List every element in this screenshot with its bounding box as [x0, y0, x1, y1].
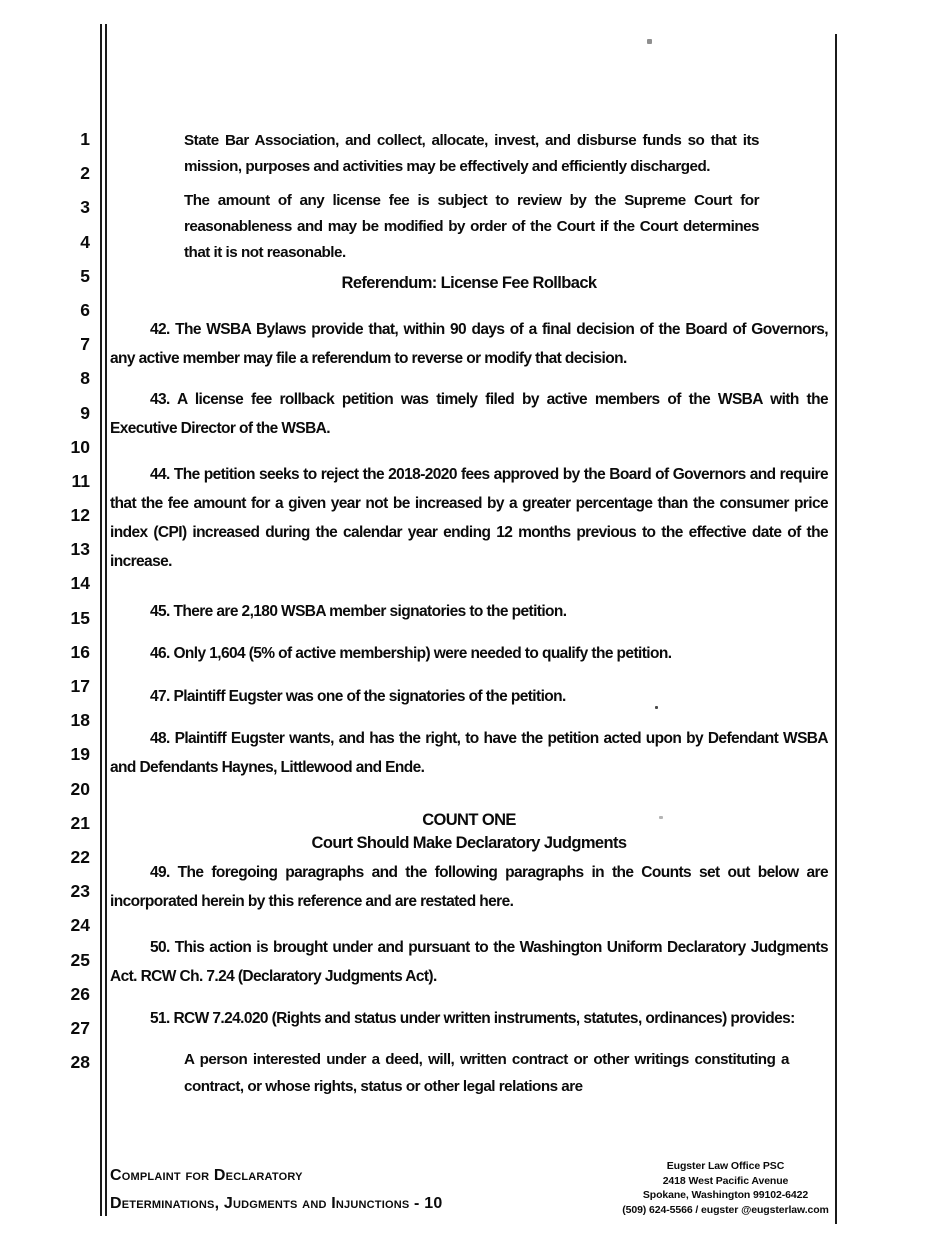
line-number: 25 — [70, 949, 90, 970]
line-number: 14 — [70, 573, 90, 594]
line-number: 23 — [70, 881, 90, 902]
paragraph-49: 49. The foregoing paragraphs and the following paragraphs in the Counts set out below are incorporated herein by this reference and are restated here. — [110, 864, 828, 910]
footer-law-office-block — [618, 1159, 833, 1217]
paragraph-42: 42. The WSBA Bylaws provide that, within 90 days of a final decision of the Board of Governors, any active member may file a referendum to reverse or modify that decision. — [110, 321, 828, 367]
line-number: 24 — [70, 915, 90, 936]
footer-title-line1: Complaint for Declaratory — [110, 1167, 303, 1184]
paragraph-47: 47. Plaintiff Eugster was one of the signatories of the petition. — [150, 688, 566, 705]
paragraph-48: 48. Plaintiff Eugster wants, and has the right, to have the petition acted upon by Defendant WSBA and Defendants Haynes, Littlewood and Ende. — [110, 730, 828, 776]
pleading-rule-left — [100, 24, 107, 1216]
line-number: 18 — [70, 710, 90, 731]
quote-license-fee-review: The amount of any license fee is subject to review by the Supreme Court for reasonableness and may be modified by order of the Court if the Court determines that it is not reasonable. — [184, 192, 759, 261]
line-number: 12 — [70, 505, 90, 526]
scan-speck — [655, 706, 658, 709]
paragraph-51: 51. RCW 7.24.020 (Rights and status under written instruments, statutes, ordinances) provides: — [150, 1010, 795, 1027]
line-number: 15 — [70, 607, 90, 628]
line-number: 6 — [80, 299, 90, 320]
line-number: 21 — [70, 812, 90, 833]
scan-speck — [647, 39, 652, 44]
line-number: 20 — [70, 778, 90, 799]
line-number: 22 — [70, 846, 90, 867]
quote-bylaw-purpose: State Bar Association, and collect, allocate, invest, and disburse funds so that its mission, purposes and activities may be effectively and efficiently discharged. — [184, 132, 759, 175]
paragraph-46: 46. Only 1,604 (5% of active membership) were needed to qualify the petition. — [150, 645, 672, 662]
law-office-address1: 2418 West Pacific Avenue — [662, 1174, 789, 1187]
paragraph-44: 44. The petition seeks to reject the 2018-2020 fees approved by the Board of Governors and require that the fee amount for a given year not be increased by a greater percentage than the consumer price index (CPI) increased during the calendar year ending 12 months previous to the effective date of the increase. — [110, 466, 828, 570]
line-number: 16 — [70, 641, 90, 662]
paragraph-45: 45. There are 2,180 WSBA member signatories to the petition. — [150, 603, 567, 620]
line-number: 10 — [70, 436, 90, 457]
section-heading-referendum: Referendum: License Fee Rollback — [341, 274, 597, 292]
line-number-column — [0, 122, 90, 1079]
scan-speck — [659, 816, 663, 819]
line-number: 26 — [70, 983, 90, 1004]
quote-rcw-7-24-020: A person interested under a deed, will, written contract or other writings constituting a contract, or whose rights, status or other legal relations are — [184, 1051, 789, 1095]
count-one-subheading: Court Should Make Declaratory Judgments — [311, 834, 627, 852]
footer-title-line2: Determinations, Judgments and Injunctions - 10 — [110, 1195, 443, 1212]
line-number: 1 — [80, 129, 90, 149]
line-number: 17 — [70, 676, 90, 696]
pleading-rule-right — [835, 34, 837, 1224]
line-number: 9 — [80, 402, 90, 423]
line-number: 8 — [80, 368, 90, 389]
document-body — [110, 128, 828, 1100]
line-number: 11 — [71, 470, 90, 491]
line-number: 3 — [80, 197, 90, 218]
law-office-phone-email: (509) 624-5566 / eugster @eugsterlaw.com — [622, 1203, 829, 1216]
line-number: 2 — [80, 163, 90, 184]
paragraph-43: 43. A license fee rollback petition was timely filed by active members of the WSBA with the Executive Director of the WSBA. — [110, 391, 828, 437]
count-one-heading: COUNT ONE — [422, 811, 516, 829]
line-number: 4 — [80, 231, 90, 252]
line-number: 13 — [70, 539, 90, 560]
line-number: 27 — [70, 1017, 90, 1038]
law-office-address2: Spokane, Washington 99102-6422 — [642, 1189, 809, 1201]
line-number: 7 — [80, 334, 90, 355]
law-office-name: Eugster Law Office PSC — [666, 1160, 785, 1172]
paragraph-50: 50. This action is brought under and pursuant to the Washington Uniform Declaratory Judgments Act. RCW Ch. 7.24 (Declaratory Judgments Act). — [110, 939, 828, 985]
line-number: 5 — [80, 265, 90, 286]
line-number: 28 — [70, 1052, 90, 1073]
line-number: 19 — [70, 744, 90, 765]
footer-document-title — [110, 1162, 442, 1218]
